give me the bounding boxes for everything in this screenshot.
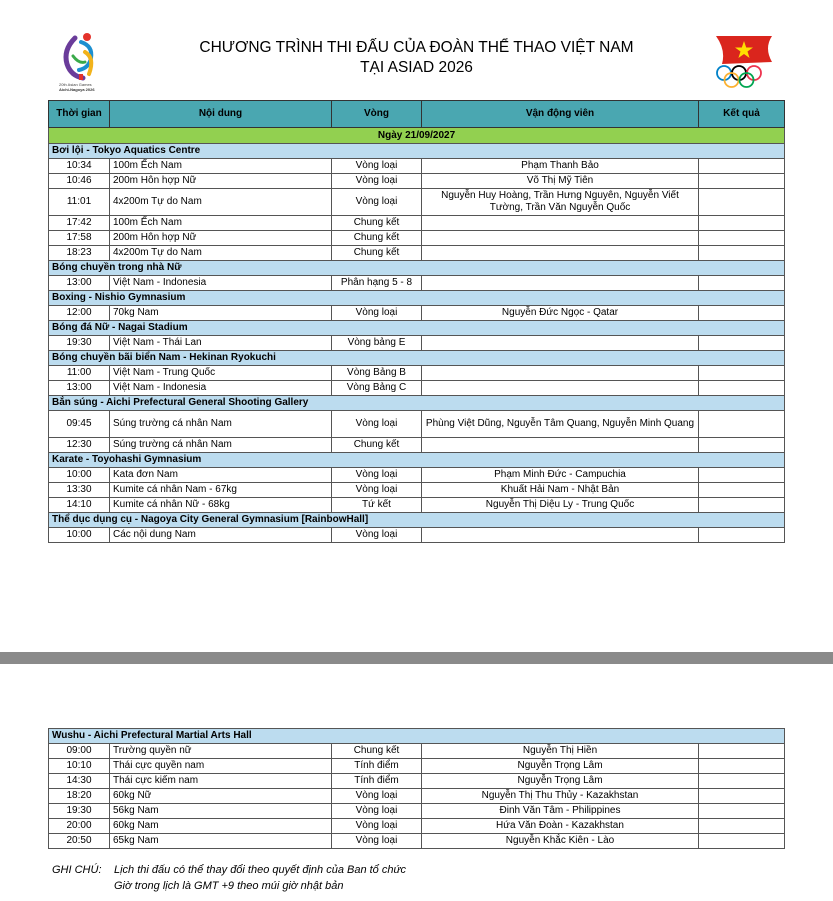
time-cell: 18:20 <box>49 789 110 804</box>
section-row <box>49 321 785 336</box>
event-cell: 200m Hôn hợp Nữ <box>110 231 332 246</box>
table-row <box>49 276 785 291</box>
event-cell: Việt Nam - Trung Quốc <box>110 366 332 381</box>
athletes-cell: Nguyễn Đức Ngọc - Qatar <box>422 306 699 321</box>
time-cell: 10:00 <box>49 468 110 483</box>
athletes-cell <box>422 231 699 246</box>
event-cell: 4x200m Tự do Nam <box>110 246 332 261</box>
result-cell <box>699 276 785 291</box>
time-cell: 18:23 <box>49 246 110 261</box>
round-cell: Vòng loại <box>332 804 422 819</box>
result-cell <box>699 216 785 231</box>
table-row <box>49 789 785 804</box>
table-row <box>49 468 785 483</box>
event-cell: 60kg Nam <box>110 819 332 834</box>
event-cell: 65kg Nam <box>110 834 332 849</box>
time-cell: 10:34 <box>49 159 110 174</box>
result-cell <box>699 336 785 351</box>
section-row <box>49 351 785 366</box>
round-cell: Tính điểm <box>332 774 422 789</box>
result-cell <box>699 306 785 321</box>
table-row <box>49 366 785 381</box>
event-cell: Việt Nam - Thái Lan <box>110 336 332 351</box>
event-cell: Thái cực kiếm nam <box>110 774 332 789</box>
table-row <box>49 804 785 819</box>
event-cell: Súng trường cá nhân Nam <box>110 411 332 438</box>
table-header-row <box>49 101 785 128</box>
section-title: Boxing - Nishio Gymnasium <box>49 291 785 306</box>
result-cell <box>699 189 785 216</box>
time-cell: 13:00 <box>49 276 110 291</box>
result-cell <box>699 366 785 381</box>
time-cell: 14:10 <box>49 498 110 513</box>
result-cell <box>699 759 785 774</box>
time-cell: 19:30 <box>49 804 110 819</box>
event-cell: 4x200m Tự do Nam <box>110 189 332 216</box>
olympic-rings-icon <box>717 66 761 87</box>
table-row <box>49 246 785 261</box>
result-cell <box>699 498 785 513</box>
table-row <box>49 774 785 789</box>
round-cell: Vòng loại <box>332 789 422 804</box>
time-cell: 09:45 <box>49 411 110 438</box>
section-row <box>49 729 785 744</box>
round-cell: Chung kết <box>332 744 422 759</box>
event-cell: Trường quyền nữ <box>110 744 332 759</box>
table-row <box>49 231 785 246</box>
table-row <box>49 159 785 174</box>
athletes-cell <box>422 216 699 231</box>
round-cell: Vòng loại <box>332 159 422 174</box>
time-cell: 14:30 <box>49 774 110 789</box>
athletes-cell: Khuất Hải Nam - Nhật Bản <box>422 483 699 498</box>
athletes-cell: Nguyễn Thị Thu Thủy - Kazakhstan <box>422 789 699 804</box>
athletes-cell <box>422 366 699 381</box>
section-title: Bóng đá Nữ - Nagai Stadium <box>49 321 785 336</box>
result-cell <box>699 231 785 246</box>
time-cell: 10:10 <box>49 759 110 774</box>
result-cell <box>699 381 785 396</box>
table-row <box>49 438 785 453</box>
table-row <box>49 819 785 834</box>
athletes-cell: Võ Thị Mỹ Tiên <box>422 174 699 189</box>
round-cell: Chung kết <box>332 216 422 231</box>
result-cell <box>699 774 785 789</box>
date-label: Ngày 21/09/2027 <box>49 128 785 144</box>
section-row <box>49 291 785 306</box>
table-row <box>49 411 785 438</box>
page-title: CHƯƠNG TRÌNH THI ĐẤU CỦA ĐOÀN THỂ THAO VIỆT NAM <box>199 39 634 56</box>
table-row <box>49 336 785 351</box>
schedule-table-continued <box>48 728 785 849</box>
section-row <box>49 261 785 276</box>
result-cell <box>699 159 785 174</box>
result-cell <box>699 789 785 804</box>
event-cell: 70kg Nam <box>110 306 332 321</box>
athletes-cell <box>422 276 699 291</box>
vietnam-olympic-logo <box>712 34 776 88</box>
note-line-2: Giờ trong lịch là GMT +9 theo múi giờ nhật bản <box>114 880 344 892</box>
section-row <box>49 144 785 159</box>
section-title: Karate - Toyohashi Gymnasium <box>49 453 785 468</box>
time-cell: 12:30 <box>49 438 110 453</box>
result-cell <box>699 819 785 834</box>
athletes-cell: Nguyễn Huy Hoàng, Trần Hưng Nguyên, Nguyễn Viết Tường, Trần Văn Nguyễn Quốc <box>422 189 699 216</box>
round-cell: Vòng loại <box>332 411 422 438</box>
round-cell: Phân hạng 5 - 8 <box>332 276 422 291</box>
table-row <box>49 174 785 189</box>
time-cell: 10:46 <box>49 174 110 189</box>
table-row <box>49 381 785 396</box>
section-row <box>49 396 785 411</box>
athletes-cell: Nguyễn Trọng Lâm <box>422 759 699 774</box>
event-cell: Kumite cá nhân Nam - 67kg <box>110 483 332 498</box>
time-cell: 12:00 <box>49 306 110 321</box>
table-row <box>49 744 785 759</box>
athletes-cell: Nguyễn Khắc Kiên - Lào <box>422 834 699 849</box>
event-cell: 100m Ếch Nam <box>110 216 332 231</box>
table-row <box>49 189 785 216</box>
round-cell: Vòng loại <box>332 483 422 498</box>
result-cell <box>699 528 785 543</box>
event-cell: 56kg Nam <box>110 804 332 819</box>
logo-caption-1: 20th Asian Games <box>59 82 92 87</box>
athletes-cell <box>422 336 699 351</box>
result-cell <box>699 411 785 438</box>
time-cell: 17:42 <box>49 216 110 231</box>
section-title: Thể dục dụng cụ - Nagoya City General Gymnasium [RainbowHall] <box>49 513 785 528</box>
round-cell: Vòng loại <box>332 819 422 834</box>
event-cell: Thái cực quyền nam <box>110 759 332 774</box>
col-header-round: Vòng <box>332 101 422 128</box>
athletes-cell <box>422 528 699 543</box>
time-cell: 17:58 <box>49 231 110 246</box>
result-cell <box>699 744 785 759</box>
event-cell: 100m Ếch Nam <box>110 159 332 174</box>
time-cell: 11:01 <box>49 189 110 216</box>
event-cell: Các nội dung Nam <box>110 528 332 543</box>
table-row <box>49 759 785 774</box>
result-cell <box>699 834 785 849</box>
athletes-cell: Phùng Việt Dũng, Nguyễn Tâm Quang, Nguyễn Minh Quang <box>422 411 699 438</box>
event-cell: Việt Nam - Indonesia <box>110 276 332 291</box>
event-cell: 200m Hôn hợp Nữ <box>110 174 332 189</box>
round-cell: Tính điểm <box>332 759 422 774</box>
round-cell: Vòng loại <box>332 468 422 483</box>
asian-games-logo <box>55 28 115 94</box>
table-row <box>49 498 785 513</box>
schedule-table <box>48 100 785 543</box>
col-header-event: Nội dung <box>110 101 332 128</box>
section-title: Bóng chuyền trong nhà Nữ <box>49 261 785 276</box>
round-cell: Vòng loại <box>332 834 422 849</box>
athletes-cell <box>422 438 699 453</box>
page-break-bar <box>0 652 833 664</box>
round-cell: Vòng loại <box>332 174 422 189</box>
col-header-result: Kết quả <box>699 101 785 128</box>
logo-caption-2: Aichi-Nagoya 2026 <box>59 87 95 92</box>
table-row <box>49 834 785 849</box>
notes-label: GHI CHÚ: <box>52 864 102 876</box>
page-subtitle: TẠI ASIAD 2026 <box>360 59 473 76</box>
result-cell <box>699 483 785 498</box>
event-cell: Kumite cá nhân Nữ - 68kg <box>110 498 332 513</box>
athletes-cell: Phạm Minh Đức - Campuchia <box>422 468 699 483</box>
time-cell: 20:50 <box>49 834 110 849</box>
round-cell: Vòng Bảng C <box>332 381 422 396</box>
athletes-cell: Phạm Thanh Bảo <box>422 159 699 174</box>
section-row <box>49 513 785 528</box>
result-cell <box>699 804 785 819</box>
table-row <box>49 528 785 543</box>
note-line-1: Lịch thi đấu có thể thay đổi theo quyết định của Ban tổ chức <box>114 864 406 876</box>
time-cell: 20:00 <box>49 819 110 834</box>
notes <box>52 862 406 894</box>
date-row <box>49 128 785 144</box>
round-cell: Chung kết <box>332 231 422 246</box>
round-cell: Chung kết <box>332 246 422 261</box>
section-title: Bơi lội - Tokyo Aquatics Centre <box>49 144 785 159</box>
event-cell: Súng trường cá nhân Nam <box>110 438 332 453</box>
athletes-cell: Nguyễn Thị Hiền <box>422 744 699 759</box>
col-header-time: Thời gian <box>49 101 110 128</box>
table-row <box>49 306 785 321</box>
time-cell: 09:00 <box>49 744 110 759</box>
table-row <box>49 216 785 231</box>
round-cell: Vòng loại <box>332 306 422 321</box>
section-title: Bóng chuyền bãi biển Nam - Hekinan Ryokuchi <box>49 351 785 366</box>
event-cell: Việt Nam - Indonesia <box>110 381 332 396</box>
time-cell: 11:00 <box>49 366 110 381</box>
round-cell: Vòng loại <box>332 528 422 543</box>
section-row <box>49 453 785 468</box>
col-header-athletes: Vận động viên <box>422 101 699 128</box>
athletes-cell <box>422 381 699 396</box>
time-cell: 13:00 <box>49 381 110 396</box>
event-cell: Kata đơn Nam <box>110 468 332 483</box>
time-cell: 19:30 <box>49 336 110 351</box>
athletes-cell <box>422 246 699 261</box>
athletes-cell: Nguyễn Trọng Lâm <box>422 774 699 789</box>
athletes-cell: Hứa Văn Đoàn - Kazakhstan <box>422 819 699 834</box>
round-cell: Vòng loại <box>332 189 422 216</box>
table-row <box>49 483 785 498</box>
athletes-cell: Nguyễn Thị Diệu Ly - Trung Quốc <box>422 498 699 513</box>
result-cell <box>699 438 785 453</box>
result-cell <box>699 174 785 189</box>
round-cell: Chung kết <box>332 438 422 453</box>
round-cell: Vòng Bảng B <box>332 366 422 381</box>
time-cell: 10:00 <box>49 528 110 543</box>
result-cell <box>699 468 785 483</box>
athletes-cell: Đinh Văn Tâm - Philippines <box>422 804 699 819</box>
result-cell <box>699 246 785 261</box>
event-cell: 60kg Nữ <box>110 789 332 804</box>
section-title: Wushu - Aichi Prefectural Martial Arts Hall <box>49 729 785 744</box>
round-cell: Vòng bảng E <box>332 336 422 351</box>
round-cell: Tứ kết <box>332 498 422 513</box>
time-cell: 13:30 <box>49 483 110 498</box>
section-title: Bắn súng - Aichi Prefectural General Shooting Gallery <box>49 396 785 411</box>
